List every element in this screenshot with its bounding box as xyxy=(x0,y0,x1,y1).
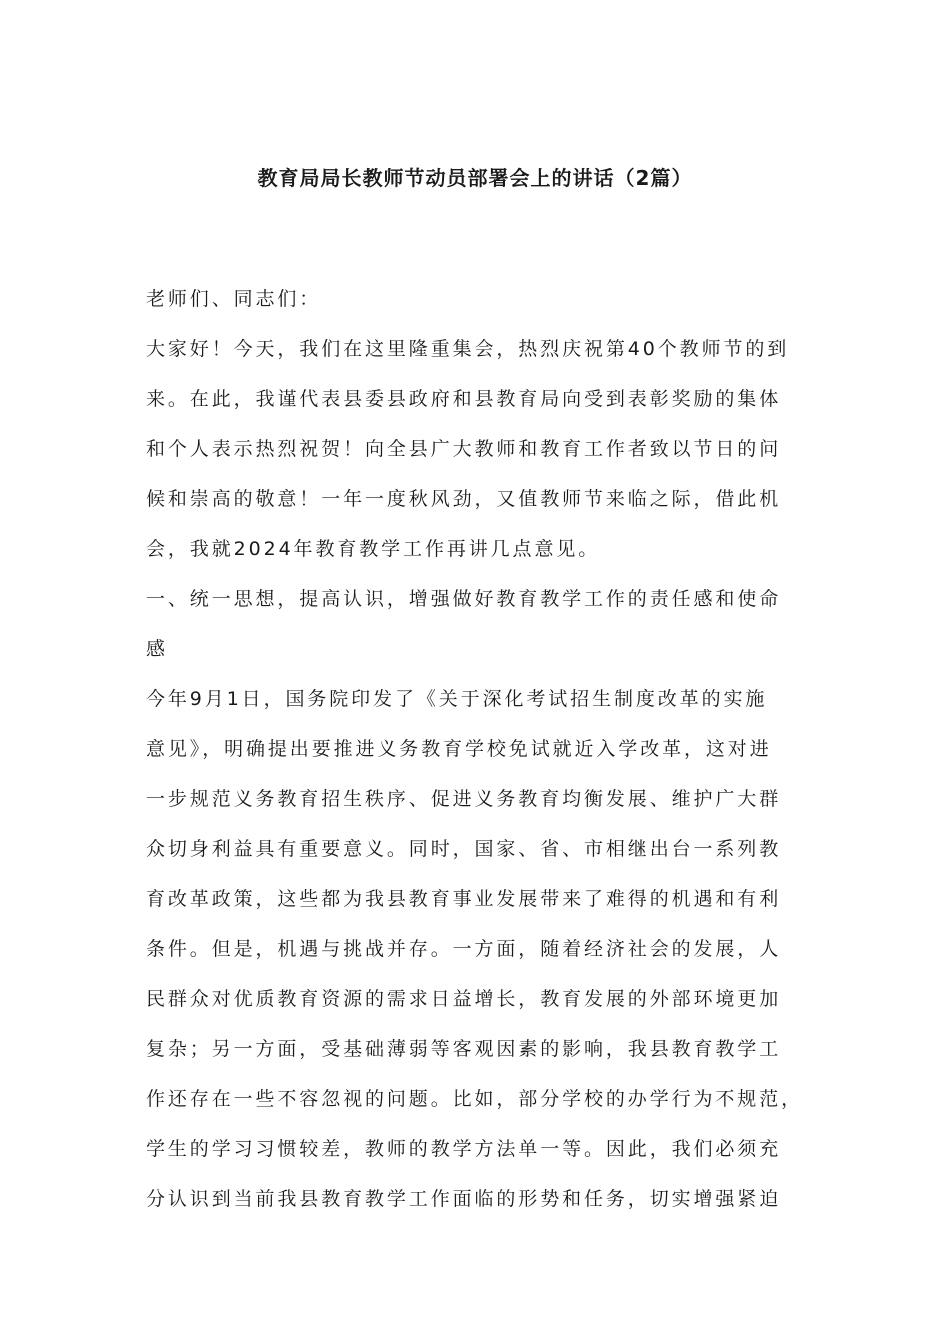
paragraph-line: 分认识到当前我县教育教学工作面临的形势和任务，切实增强紧迫 xyxy=(146,1188,782,1210)
paragraph-line: 和个人表示热烈祝贺！向全县广大教师和教育工作者致以节日的问 xyxy=(146,438,782,460)
paragraph-line: 会，我就2024年教育教学工作再讲几点意见。 xyxy=(146,538,601,560)
paragraph-line: 意见》，明确提出要推进义务教育学校免试就近入学改革，这对进 xyxy=(146,738,772,760)
paragraph-line: 大家好！今天，我们在这里隆重集会，热烈庆祝第40个教师节的到 xyxy=(146,338,790,360)
paragraph-line: 候和崇高的敬意！一年一度秋风劲，又值教师节来临之际，借此机 xyxy=(146,488,782,510)
paragraph-line: 来。在此，我谨代表县委县政府和县教育局向受到表彰奖励的集体 xyxy=(146,388,782,410)
document-title: 教育局局长教师节动员部署会上的讲话（2篇） xyxy=(257,166,693,190)
paragraph-line: 民群众对优质教育资源的需求日益增长，教育发展的外部环境更加 xyxy=(146,988,782,1010)
section-heading-line: 一、统一思想，提高认识，增强做好教育教学工作的责任感和使命 xyxy=(146,588,782,610)
section-heading-line: 感 xyxy=(146,638,168,660)
paragraph-line: 条件。但是，机遇与挑战并存。一方面，随着经济社会的发展，人 xyxy=(146,938,782,960)
document-body xyxy=(146,287,816,1237)
paragraph-line: 作还存在一些不容忽视的问题。比如，部分学校的办学行为不规范， xyxy=(146,1088,804,1110)
paragraph-line: 众切身利益具有重要意义。同时，国家、省、市相继出台一系列教 xyxy=(146,838,782,860)
paragraph-line: 复杂；另一方面，受基础薄弱等客观因素的影响，我县教育教学工 xyxy=(146,1038,782,1060)
paragraph-line: 一步规范义务教育招生秩序、促进义务教育均衡发展、维护广大群 xyxy=(146,788,782,810)
salutation-line: 老师们、同志们： xyxy=(146,288,322,310)
paragraph-line: 育改革政策，这些都为我县教育事业发展带来了难得的机遇和有利 xyxy=(146,888,782,910)
paragraph-line: 学生的学习习惯较差，教师的教学方法单一等。因此，我们必须充 xyxy=(146,1138,782,1160)
paragraph-line: 今年9月1日，国务院印发了《关于深化考试招生制度改革的实施 xyxy=(146,688,768,710)
